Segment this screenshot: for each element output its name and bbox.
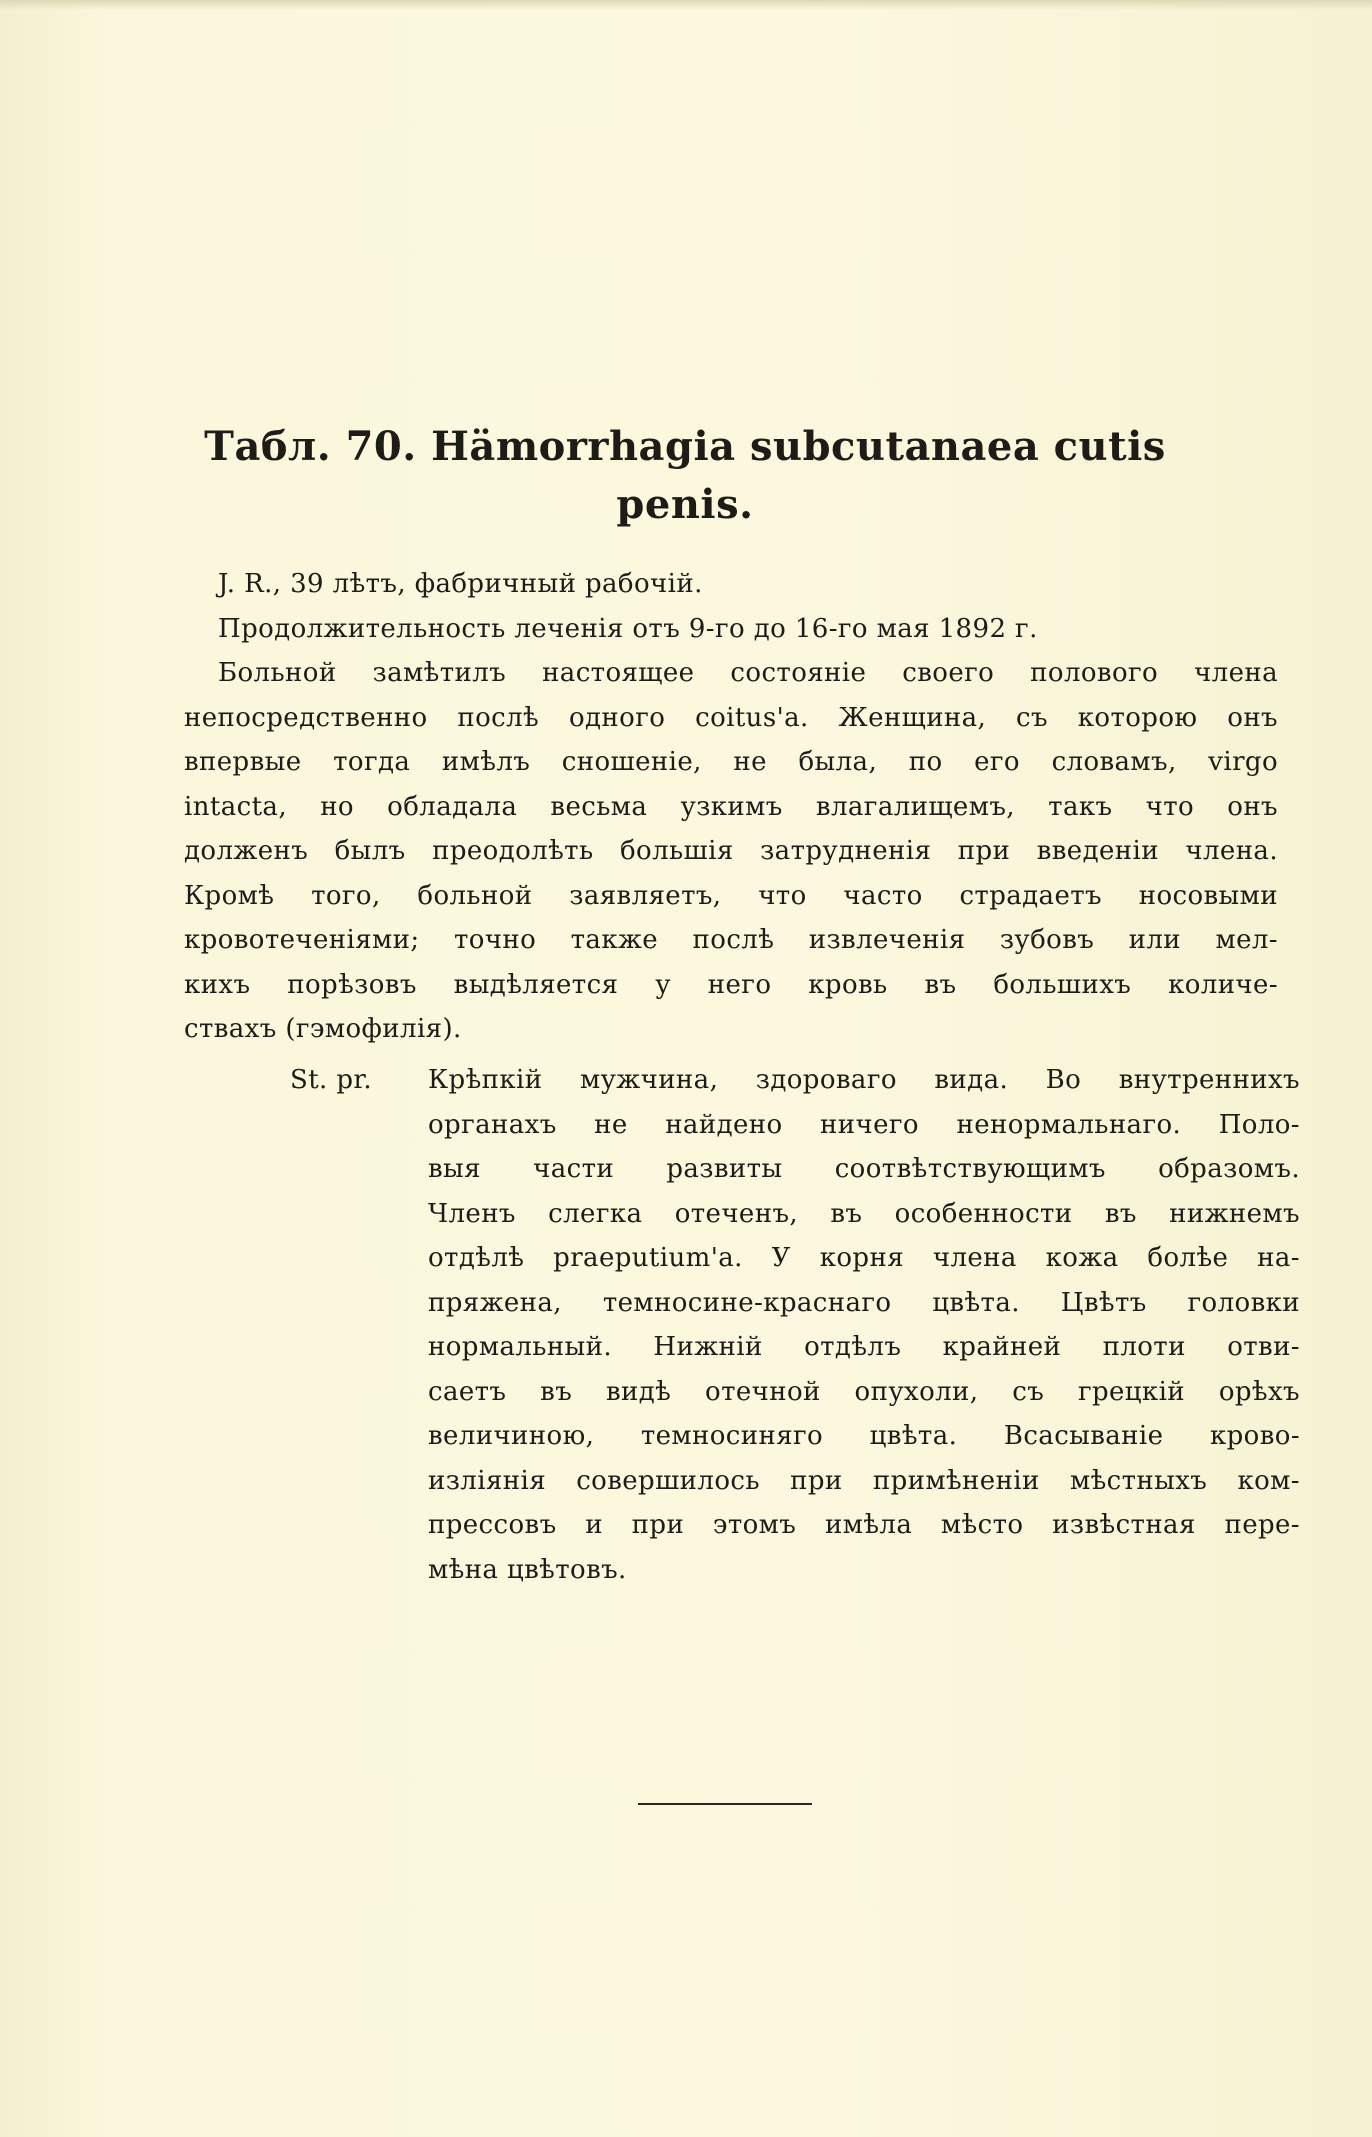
title-line-2: penis.	[616, 481, 754, 528]
anamnesis-line: кровотеченіями; точно также послѣ извлеченія зубовъ или мел-	[184, 925, 1278, 955]
anamnesis-paragraph	[184, 651, 1278, 1052]
status-line: Крѣпкій мужчина, здороваго вида. Во внутреннихъ	[428, 1065, 1300, 1095]
patient-info-line: J. R., 39 лѣтъ, фабричный рабочій.	[218, 569, 703, 599]
anamnesis-line: впервые тогда имѣлъ сношеніе, не была, по его словамъ, virgo	[184, 747, 1278, 777]
status-line: величиною, темносиняго цвѣта. Всасываніе крово-	[428, 1421, 1300, 1451]
status-line: саетъ въ видѣ отечной опухоли, съ грецкій орѣхъ	[428, 1376, 1300, 1407]
anamnesis-line: кихъ порѣзовъ выдѣляется у него кровь въ большихъ количе-	[184, 969, 1278, 1000]
status-line: нормальный. Нижній отдѣлъ крайней плоти отви-	[428, 1332, 1300, 1362]
treatment-duration-line: Продолжительность леченія отъ 9-го до 16-го мая 1892 г.	[218, 613, 1038, 644]
section-divider	[638, 1803, 812, 1805]
anamnesis-line: Кромѣ того, больной заявляетъ, что часто страдаетъ носовыми	[184, 880, 1278, 911]
case-body	[218, 562, 1278, 651]
status-line: отдѣлѣ praeputium'а. У корня члена кожа болѣе на-	[428, 1243, 1300, 1273]
anamnesis-line: долженъ былъ преодолѣть большія затрудненія при введеніи члена.	[184, 836, 1278, 866]
anamnesis-line: непосредственно послѣ одного coitus'а. Женщина, съ которою онъ	[184, 702, 1278, 733]
status-line: мѣна цвѣтовъ.	[428, 1554, 627, 1585]
status-praesens-label: St. pr.	[290, 1065, 373, 1095]
anamnesis-line: Больной замѣтилъ настоящее состояніе своего полового члена	[218, 658, 1278, 688]
status-line: Членъ слегка отеченъ, въ особенности въ нижнемъ	[428, 1198, 1300, 1229]
status-praesens-paragraph	[428, 1058, 1300, 1592]
anamnesis-line: intacta, но обладала весьма узкимъ влагалищемъ, такъ что онъ	[184, 791, 1278, 822]
anamnesis-line: ствахъ (гэмофилія).	[184, 1014, 462, 1044]
status-line: пряжена, темносине-краснаго цвѣта. Цвѣтъ головки	[428, 1287, 1300, 1318]
status-line: прессовъ и при этомъ имѣла мѣсто извѣстная пере-	[428, 1510, 1300, 1540]
status-line: изліянія совершилось при примѣненіи мѣстныхъ ком-	[428, 1465, 1300, 1496]
title-line-1: Табл. 70. Hämorrhagia subcutanaea cutis	[204, 423, 1166, 470]
page-top-edge	[0, 0, 1372, 10]
page-title	[180, 418, 1190, 534]
status-line: органахъ не найдено ничего ненормальнаго. Поло-	[428, 1109, 1300, 1140]
status-line: выя части развиты соотвѣтствующимъ образомъ.	[428, 1154, 1300, 1184]
